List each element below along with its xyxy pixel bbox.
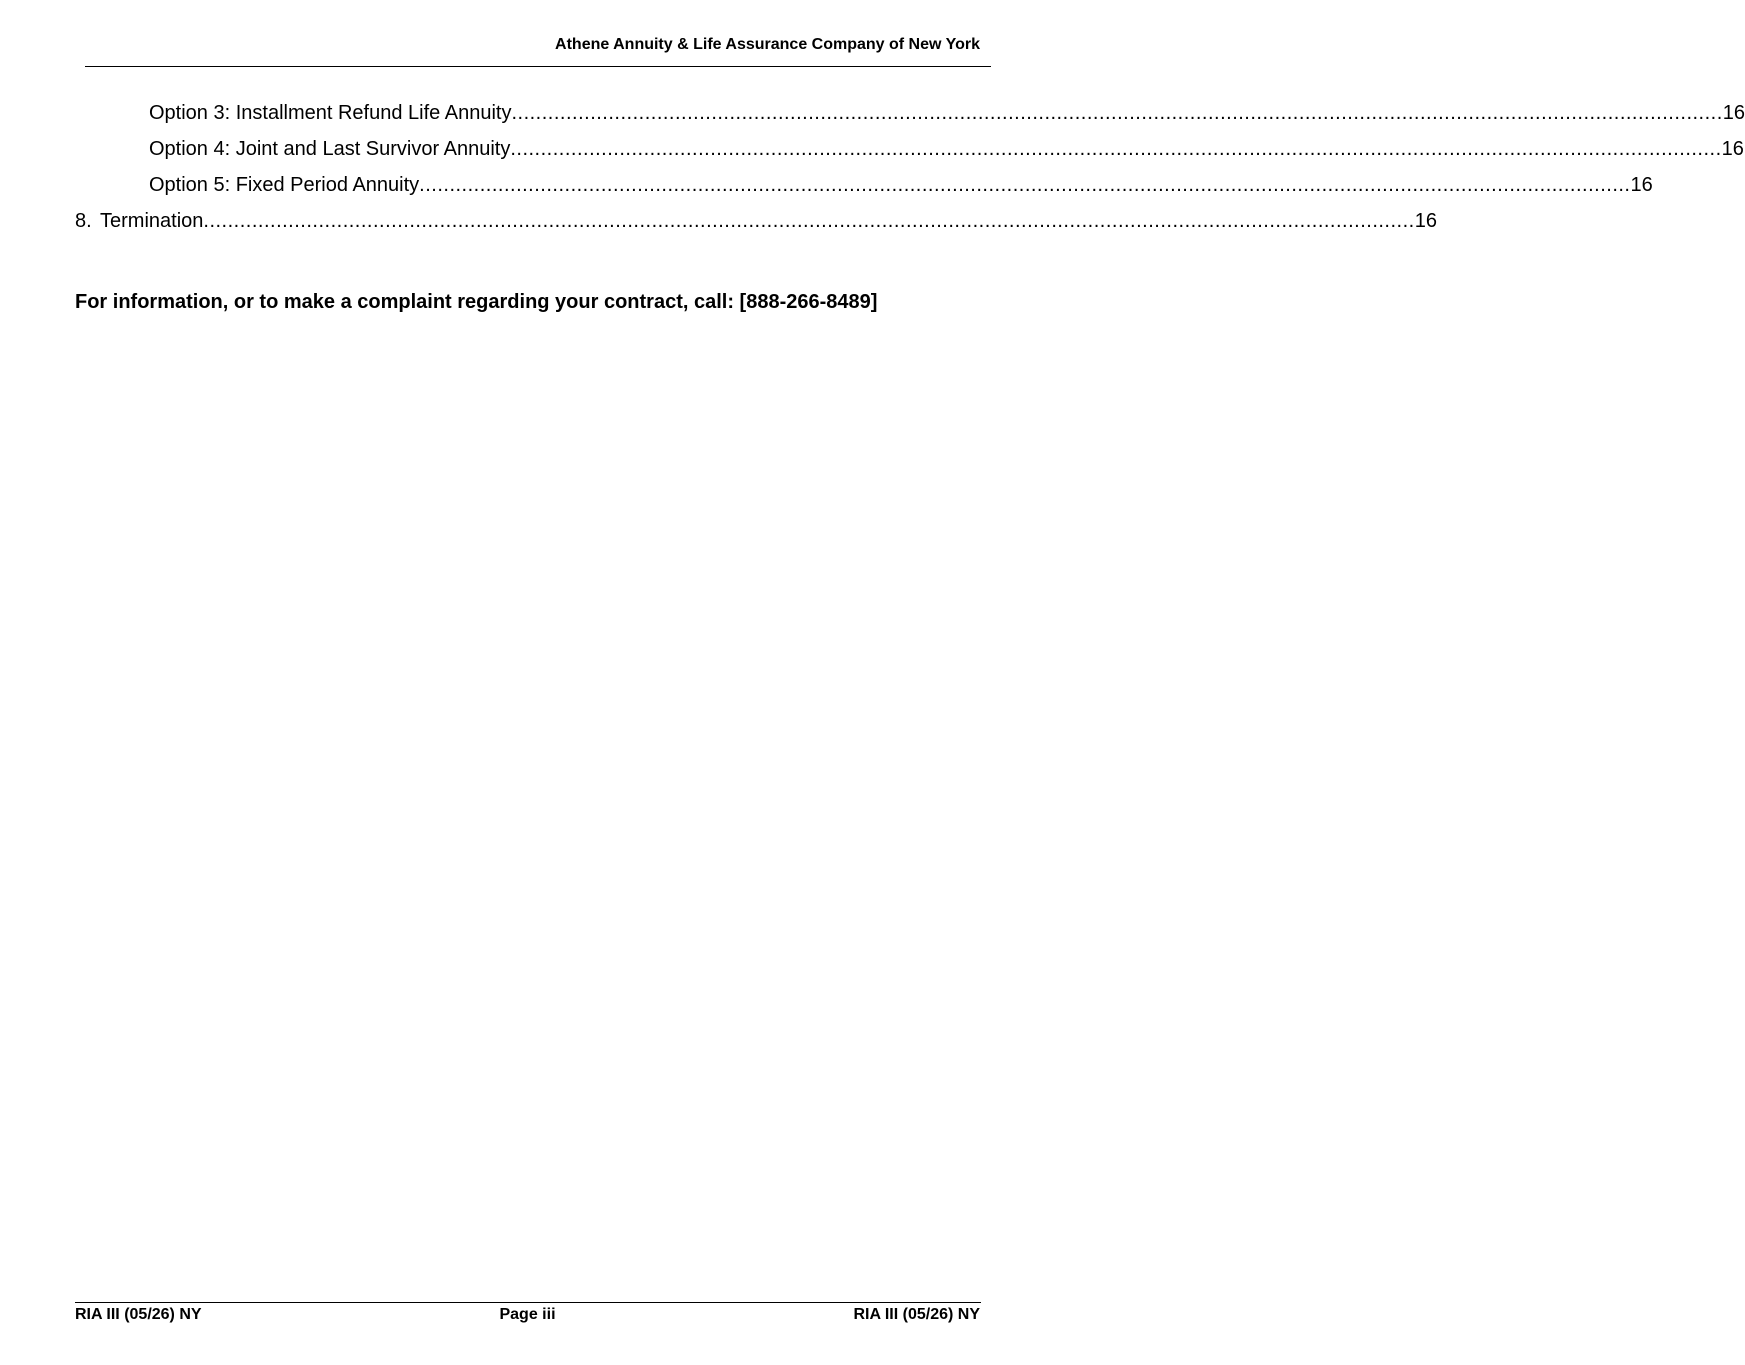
- toc-entry-title: Option 4: Joint and Last Survivor Annuity: [149, 138, 511, 160]
- toc-entry-option-3[interactable]: [149, 101, 1745, 125]
- header-divider: [85, 66, 991, 67]
- toc-entry-title-text: Termination: [100, 210, 204, 232]
- toc-entry-page: 16: [1721, 138, 1744, 160]
- toc-entry-option-4[interactable]: [149, 137, 1744, 161]
- footer-divider: [75, 1302, 981, 1303]
- toc-entry-termination[interactable]: [75, 209, 1437, 233]
- toc-dot-leader: ........................................................................................................................................................................................................: [510, 138, 1722, 160]
- page-header-company: Athene Annuity & Life Assurance Company of New York: [555, 36, 980, 53]
- page-footer: [75, 1305, 980, 1327]
- footer-page-number: Page iii: [499, 1306, 556, 1323]
- toc-entry-page: 16: [1630, 174, 1653, 196]
- toc-dot-leader: ........................................................................................................................................................................................................: [203, 210, 1415, 232]
- toc-dot-leader: ........................................................................................................................................................................................................: [419, 174, 1631, 196]
- contact-info: For information, or to make a complaint regarding your contract, call: [888-266-8489]: [75, 291, 878, 313]
- toc-dot-leader: ........................................................................................................................................................................................................: [511, 102, 1723, 124]
- footer-form-number-left: RIA III (05/26) NY: [75, 1306, 202, 1323]
- toc-entry-number: 8.: [75, 210, 92, 232]
- toc-entry-title: [75, 209, 203, 233]
- toc-entry-option-5[interactable]: [149, 173, 1653, 197]
- toc-entry-title: Option 3: Installment Refund Life Annuity: [149, 102, 512, 124]
- toc-entry-page: 16: [1722, 102, 1745, 124]
- toc-entry-page: 16: [1414, 210, 1437, 232]
- toc-entry-title: Option 5: Fixed Period Annuity: [149, 174, 420, 196]
- footer-form-number-right: RIA III (05/26) NY: [853, 1306, 980, 1323]
